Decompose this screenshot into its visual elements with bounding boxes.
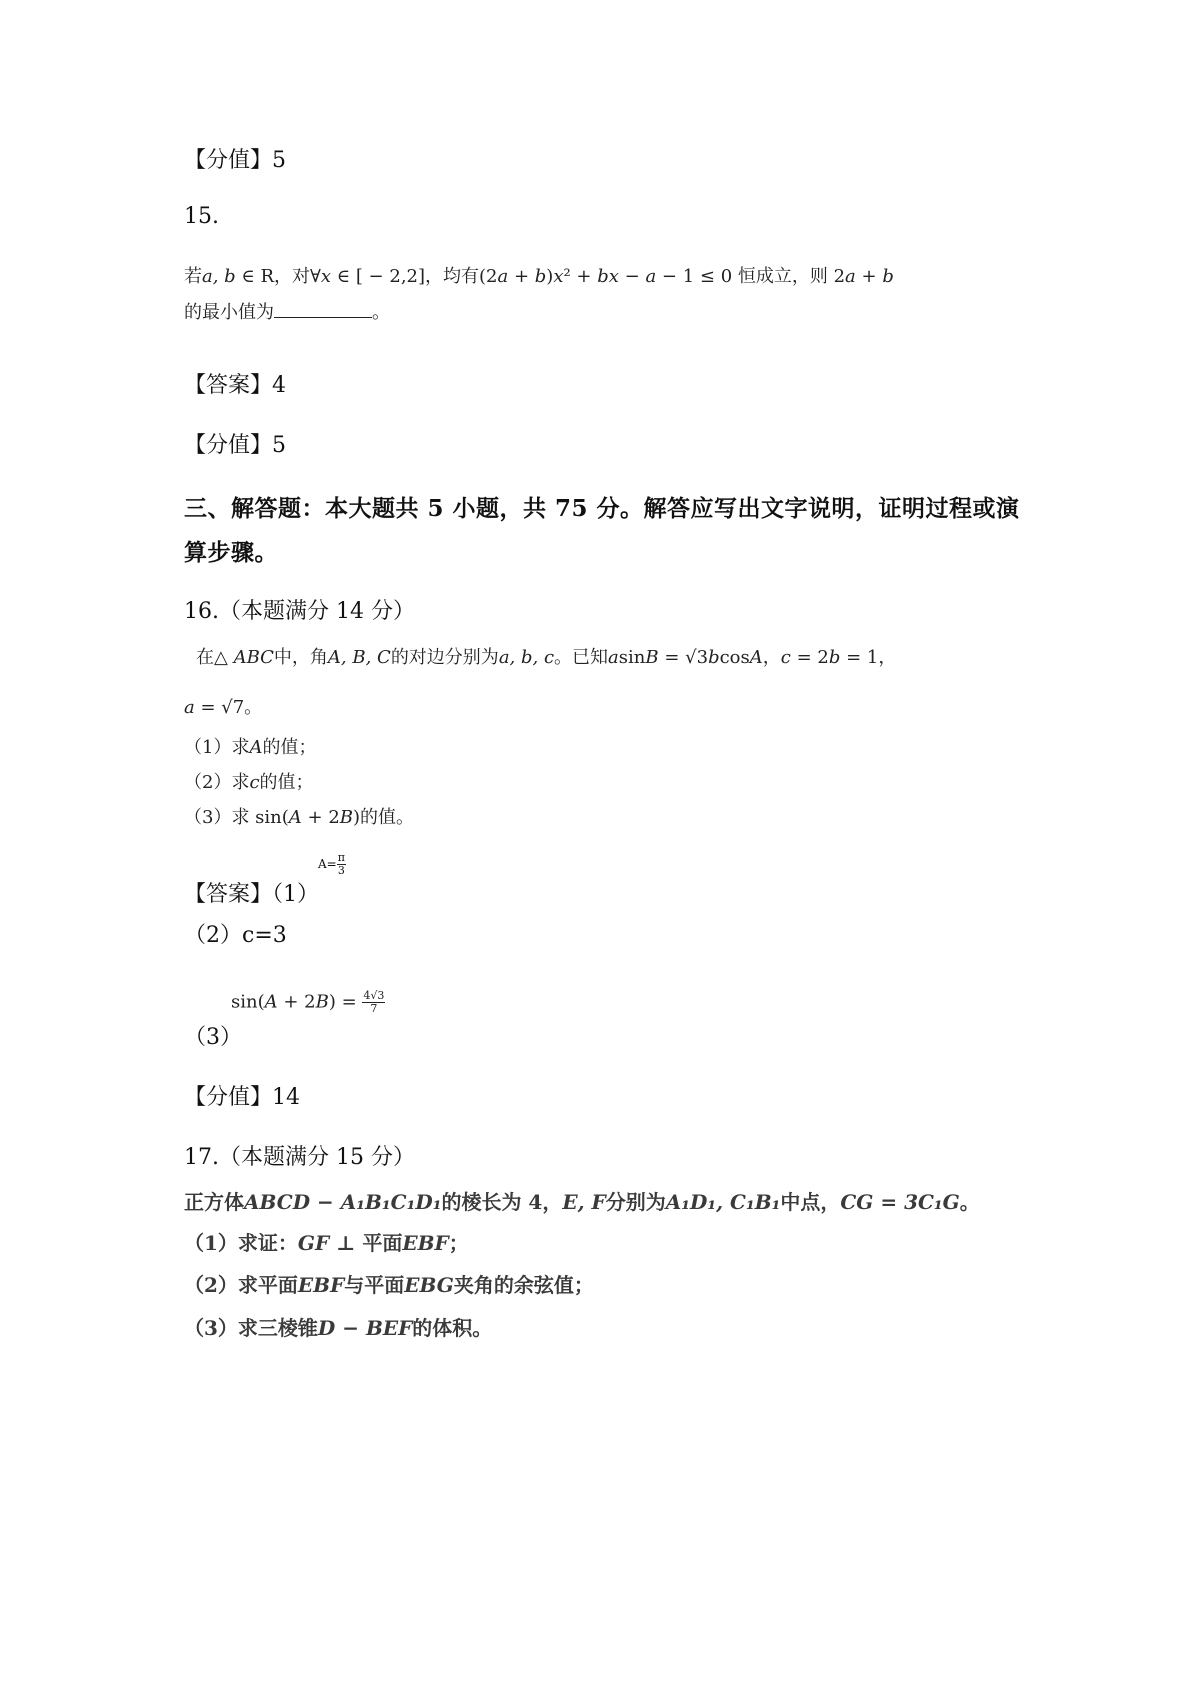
text: cos xyxy=(719,647,750,668)
text: 正方体 xyxy=(184,1190,244,1214)
q17-text-line1 xyxy=(184,1186,980,1215)
text: − xyxy=(618,266,646,287)
var: c xyxy=(249,772,260,793)
q15-question-line2 xyxy=(184,298,390,324)
q16-sub3 xyxy=(184,803,414,829)
text: 中，角 xyxy=(273,647,328,668)
var: ABCD − A₁B₁C₁D₁ xyxy=(244,1190,442,1214)
text: 夹角的余弦值； xyxy=(453,1273,594,1297)
text: 在△ xyxy=(196,647,234,668)
text: （2）求平面 xyxy=(184,1273,298,1297)
q15-answer: 【答案】4 xyxy=(184,373,286,398)
score-line-q14: 【分值】5 xyxy=(184,148,286,173)
q16-answer2: （2）c=3 xyxy=(184,923,287,948)
text: A= xyxy=(318,857,337,871)
text: （3）求 sin( xyxy=(184,807,289,828)
text: （1）求 xyxy=(184,737,250,758)
var: CG = 3C₁G xyxy=(840,1190,960,1214)
var: EBG xyxy=(404,1273,454,1297)
text: 的最小值为 xyxy=(184,302,274,323)
q16-sub2 xyxy=(184,768,314,794)
var: B xyxy=(315,991,329,1013)
text: )的值。 xyxy=(353,807,415,828)
text: − 1 ≤ 0 恒成立，则 2 xyxy=(656,266,846,287)
var: b xyxy=(708,647,720,668)
var: bx xyxy=(597,266,619,287)
text: 的对边分别为 xyxy=(390,647,499,668)
var: b xyxy=(534,266,547,287)
text: 中点， xyxy=(780,1190,841,1214)
var: A₁D₁, C₁B₁ xyxy=(665,1190,781,1214)
q16-answer1-formula xyxy=(318,852,346,877)
text: ) xyxy=(546,266,554,287)
text: ∈ [ − 2,2]，均有(2 xyxy=(331,266,498,287)
answer-blank xyxy=(274,303,372,318)
var: b xyxy=(882,266,894,287)
text: 的棱长为 4， xyxy=(441,1190,563,1214)
var: D − BEF xyxy=(317,1316,413,1340)
text: ² + xyxy=(563,266,598,287)
var: x xyxy=(320,266,332,287)
text: ， xyxy=(762,647,781,668)
q15-score: 【分值】5 xyxy=(184,433,286,458)
text: ； xyxy=(448,1231,469,1255)
text: ∈ R，对∀ xyxy=(235,266,321,287)
var: x xyxy=(553,266,564,287)
text: sin( xyxy=(231,991,265,1013)
text: = 1， xyxy=(840,647,897,668)
denominator: 3 xyxy=(337,864,345,877)
var: c xyxy=(780,647,791,668)
text: （1）求证： xyxy=(184,1231,298,1255)
var: a xyxy=(608,647,619,668)
text: 的值； xyxy=(262,737,317,758)
text: + xyxy=(855,266,883,287)
var: B xyxy=(645,647,659,668)
var: a, b, c xyxy=(498,647,555,668)
var: b xyxy=(828,647,841,668)
var: A xyxy=(249,737,263,758)
var: EBF xyxy=(297,1273,345,1297)
q17-sub3 xyxy=(184,1312,492,1341)
numerator: 4√3 xyxy=(363,989,385,1002)
text: （2）求 xyxy=(184,772,250,793)
var: E, F xyxy=(562,1190,606,1214)
text: = √7。 xyxy=(194,697,263,718)
q16-header: 16.（本题满分 14 分） xyxy=(184,599,415,624)
section3-heading-line1: 三、解答题：本大题共 5 小题，共 75 分。解答应写出文字说明，证明过程或演 xyxy=(184,495,1020,522)
text: （3）求三棱锥 xyxy=(184,1316,318,1340)
q16-sub1 xyxy=(184,733,316,759)
denominator: 7 xyxy=(370,1002,378,1015)
fraction xyxy=(337,852,346,877)
q16-answer-label: 【答案】（1） xyxy=(184,882,319,907)
var: A xyxy=(288,807,302,828)
text: 若 xyxy=(184,266,202,287)
text: 。 xyxy=(372,302,390,323)
section3-heading-line2: 算步骤。 xyxy=(184,539,278,566)
var: a xyxy=(645,266,657,287)
text: 平面 xyxy=(362,1231,403,1255)
text: = √3 xyxy=(658,647,709,668)
q17-header: 17.（本题满分 15 分） xyxy=(184,1145,415,1170)
var: EBF xyxy=(402,1231,449,1255)
text: + 2 xyxy=(277,991,316,1013)
text: ) = xyxy=(328,991,363,1013)
text: 的体积。 xyxy=(412,1316,493,1340)
q15-number: 15. xyxy=(184,204,219,229)
q16-score: 【分值】14 xyxy=(184,1085,300,1110)
q15-question-line1 xyxy=(184,262,894,288)
q16-text-line2 xyxy=(184,693,262,719)
var: A, B, C xyxy=(327,647,391,668)
text: + 2 xyxy=(301,807,340,828)
var: A xyxy=(749,647,763,668)
q16-answer3-label: （3） xyxy=(184,1025,242,1050)
var: B xyxy=(339,807,354,828)
q16-answer3-formula xyxy=(231,990,385,1015)
text: + xyxy=(508,266,535,287)
var: a xyxy=(845,266,856,287)
var: a xyxy=(184,697,195,718)
var: a, b xyxy=(202,266,236,287)
q17-sub1 xyxy=(184,1227,469,1256)
var: a xyxy=(497,266,509,287)
text: 与平面 xyxy=(344,1273,405,1297)
q17-sub2 xyxy=(184,1269,594,1298)
fraction xyxy=(362,990,385,1015)
text: sin xyxy=(618,647,646,668)
text: 。已知 xyxy=(554,647,609,668)
var: ABC xyxy=(233,647,274,668)
text: 的值； xyxy=(259,772,314,793)
var: GF ⊥ xyxy=(297,1231,363,1255)
text: 分别为 xyxy=(605,1190,666,1214)
var: A xyxy=(264,991,278,1013)
numerator: π xyxy=(337,851,345,864)
text: 。 xyxy=(959,1190,980,1214)
text: = 2 xyxy=(790,647,829,668)
q16-text-line1 xyxy=(196,643,896,669)
